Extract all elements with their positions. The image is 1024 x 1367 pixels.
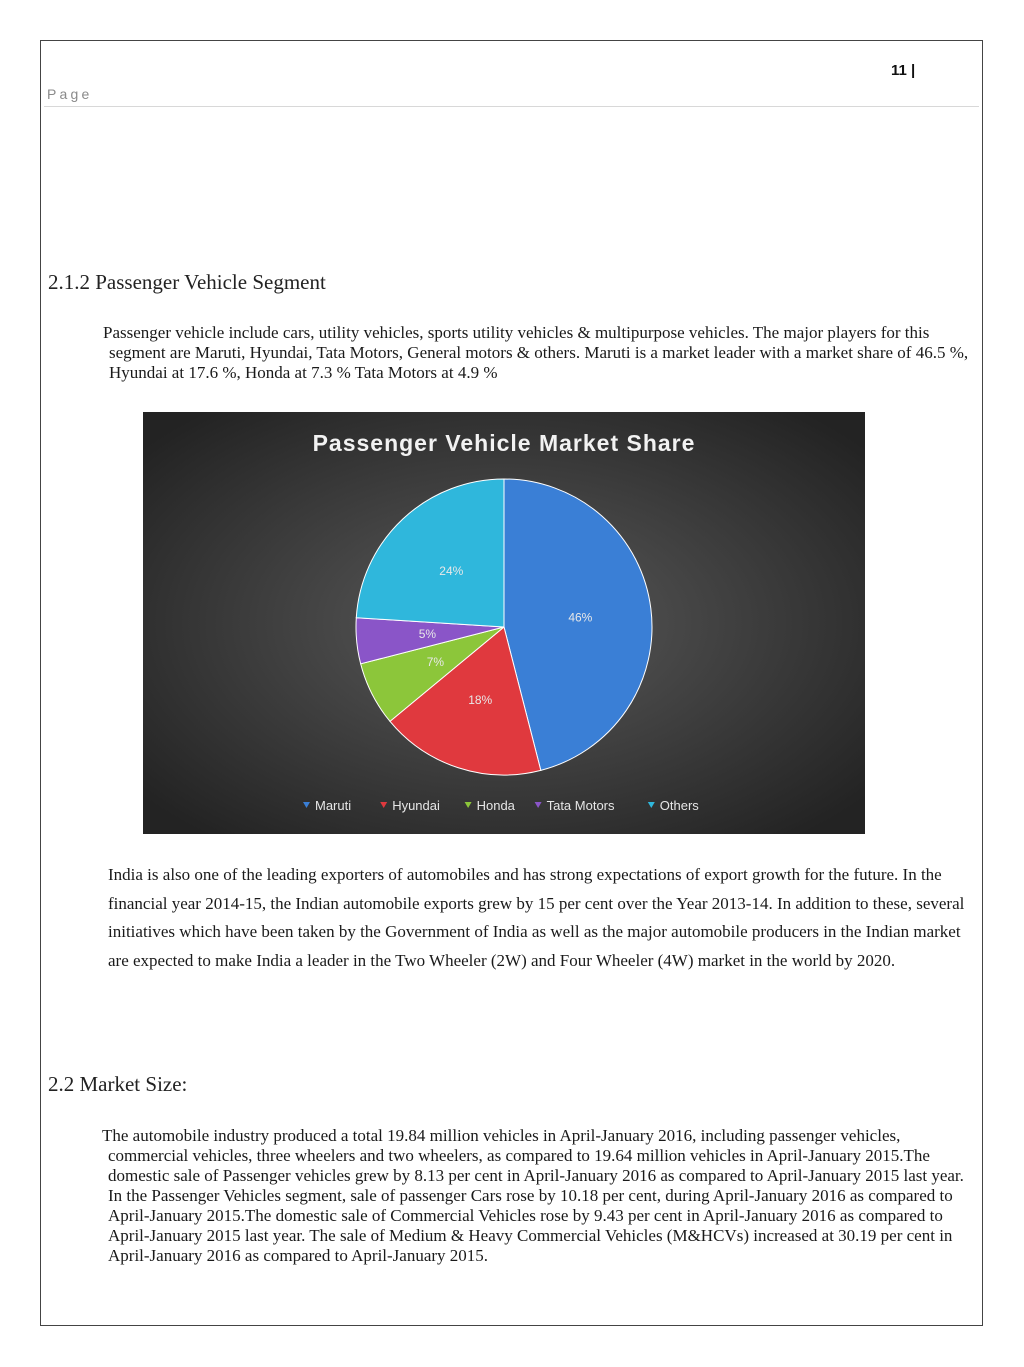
paragraph-exports: India is also one of the leading exporters of automobiles and has strong expectations of export growth for the future. In the financial year 2014-15, the Indian automobile exports grew by 15 per cent over the Year 2013-14. In addition to these, several initiatives which have been taken by the Government of India as well as the major automobile producers in the Indian market are expected to make India a leader in the Two Wheeler (2W) and Four Wheeler (4W) market in the world by 2020.: [108, 865, 965, 970]
pie-chart-svg: [143, 412, 865, 834]
legend-label-hyundai: Hyundai: [392, 798, 440, 813]
legend-label-tata-motors: Tata Motors: [546, 798, 615, 813]
chart-title: Passenger Vehicle Market Share: [312, 430, 696, 456]
data-label-hyundai: 18%: [468, 693, 493, 708]
paragraph-passenger-vehicle: Passenger vehicle include cars, utility vehicles, sports utility vehicles & multipurpose vehicles. The major players for this segment are Maruti, Hyundai, Tata Motors, General motors & others. Maruti is a market leader with a market share of 46.5 %, Hyundai at 17.6 %, Honda at 7.3 % Tata Motors at 4.9 %: [103, 323, 969, 382]
header-divider: [44, 106, 979, 107]
data-label-honda: 7%: [426, 654, 445, 669]
legend-label-honda: Honda: [476, 798, 515, 813]
section-heading-market-size: 2.2 Market Size:: [48, 1072, 188, 1096]
market-share-pie-chart: [143, 412, 865, 834]
section-heading-passenger-vehicle: 2.1.2 Passenger Vehicle Segment: [48, 270, 326, 294]
paragraph-market-size: The automobile industry produced a total 19.84 million vehicles in April-January 2016, including passenger vehicles, commercial vehicles, three wheelers and two wheelers, as compared to 19.64 million vehicles in April-January 2015.The domestic sale of Passenger vehicles grew by 8.13 per cent in April-January 2016 as compared to April-January 2015 last year. In the Passenger Vehicles segment, sale of passenger Cars rose by 10.18 per cent, during April-January 2016 as compared to April-January 2015.The domestic sale of Commercial Vehicles rose by 9.43 per cent in April-January 2016 as compared to April-January 2015 last year. The sale of Medium & Heavy Commercial Vehicles (M&HCVs) increased at 30.19 per cent in April-January 2016 as compared to April-January 2015.: [102, 1126, 964, 1265]
legend-label-maruti: Maruti: [315, 798, 352, 813]
data-label-others: 24%: [439, 563, 464, 578]
data-label-tata-motors: 5%: [418, 627, 437, 642]
page-number: 11 |: [891, 62, 916, 79]
data-label-maruti: 46%: [568, 610, 593, 625]
legend-label-others: Others: [659, 798, 699, 813]
page-label: Page: [47, 86, 93, 102]
